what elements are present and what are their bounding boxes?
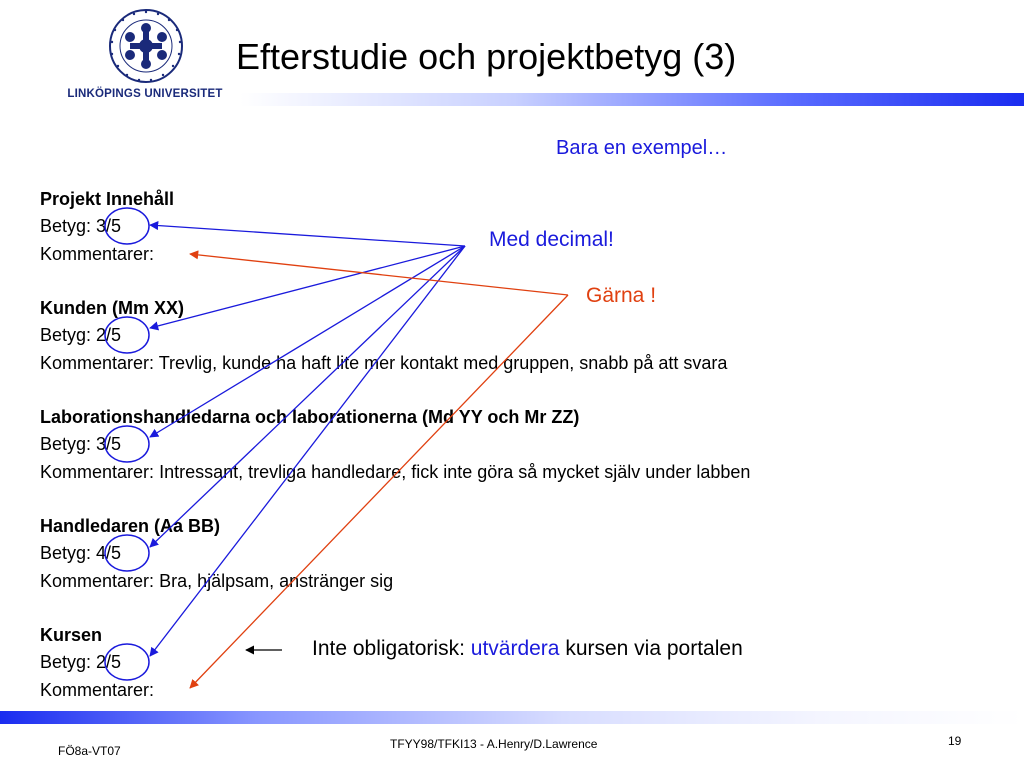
- example-note: Bara en exempel…: [556, 137, 728, 159]
- note-prefix: Inte obligatorisk:: [312, 637, 471, 660]
- grade-circle: [105, 208, 149, 244]
- grade-value: 3/5: [96, 434, 122, 454]
- slide-title: Efterstudie och projektbetyg (3): [236, 36, 737, 77]
- comments-label: Kommentarer:: [40, 571, 155, 591]
- comments-text: Trevlig, kunde ha haft lite mer kontakt med gruppen, snabb på att svara: [158, 353, 728, 373]
- section-heading: Handledaren (Aa BB): [40, 516, 221, 536]
- comments-label: Kommentarer:: [40, 680, 155, 700]
- comments-label: Kommentarer:: [40, 244, 155, 264]
- decimal-arrow: [150, 246, 465, 328]
- note-suffix: kursen via portalen: [559, 637, 743, 660]
- decimal-arrow: [150, 246, 465, 437]
- section-heading: Kursen: [40, 625, 103, 645]
- garna-annotation: Gärna !: [586, 284, 657, 307]
- grade-circle: [105, 317, 149, 353]
- footer-gradient-bar: [0, 711, 1024, 724]
- section-heading: Projekt Innehåll: [40, 189, 175, 209]
- grade-circle: [105, 426, 149, 462]
- grade-value: 3/5: [96, 216, 122, 236]
- footer-lecture-code: FÖ8a-VT07: [58, 744, 121, 758]
- grade-circle: [105, 644, 149, 680]
- grade-label: Betyg:: [40, 325, 92, 345]
- footer-course-authors: TFYY98/TFKI13 - A.Henry/D.Lawrence: [390, 737, 598, 751]
- decimal-annotation: Med decimal!: [489, 228, 614, 251]
- logo-text: LINKÖPINGS UNIVERSITET: [67, 88, 223, 100]
- comments-label: Kommentarer:: [40, 462, 155, 482]
- grade-value: 2/5: [96, 325, 122, 345]
- grade-circle: [105, 535, 149, 571]
- grade-value: 2/5: [96, 652, 122, 672]
- section-heading: Laborationshandledarna och laborationerna (Md YY och Mr ZZ): [40, 407, 580, 427]
- comments-text: Bra, hjälpsam, anstränger sig: [159, 571, 394, 591]
- decimal-arrow: [150, 225, 465, 246]
- grade-label: Betyg:: [40, 652, 92, 672]
- section-heading: Kunden (Mm XX): [40, 298, 184, 318]
- comments-text: Intressant, trevliga handledare, fick inte göra så mycket själv under labben: [159, 462, 751, 482]
- grade-value: 4/5: [96, 543, 122, 563]
- comments-label: Kommentarer:: [40, 353, 155, 373]
- page-number: 19: [948, 734, 962, 748]
- grade-label: Betyg:: [40, 434, 92, 454]
- decimal-arrow: [150, 246, 465, 547]
- garna-arrow: [190, 295, 568, 688]
- garna-arrow: [190, 254, 568, 295]
- grade-label: Betyg:: [40, 543, 92, 563]
- grade-label: Betyg:: [40, 216, 92, 236]
- evaluate-link[interactable]: utvärdera: [470, 637, 560, 660]
